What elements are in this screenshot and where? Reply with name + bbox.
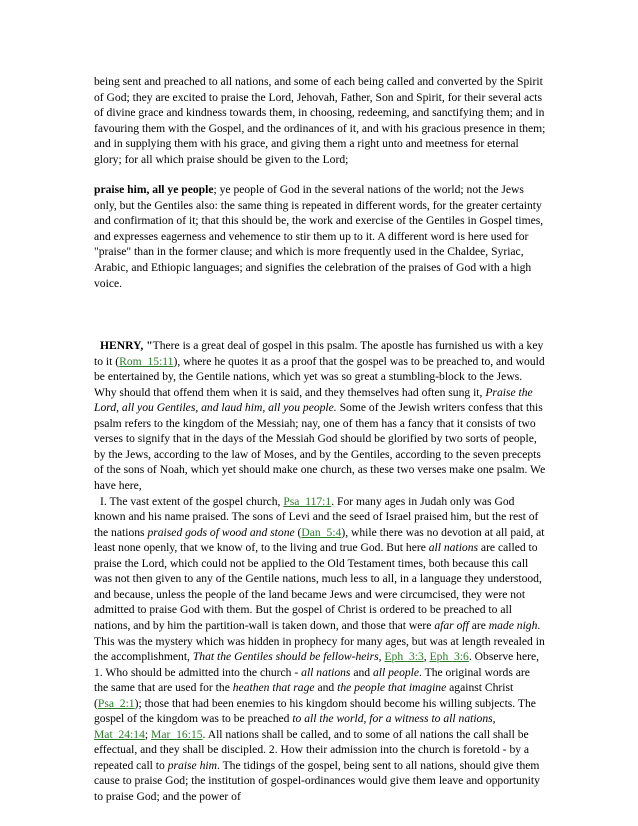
document-page [94,74,546,805]
scripture-link[interactable]: Eph_3:3 [384,650,424,664]
paragraph-praise-him: praise him, all ye people; ye people of God in the several nations of the world; not the Jews only, but the Gentiles also: the same thing is repeated in different words, for the greater certainty and confirmation of it; that this should be, the work and exercise of the Gentiles in Gospel times, and expresses eagerness and vehemence to stir them up to it. A different word is here used for "praise" than in the former clause; and which is more frequently used in the Chaldee, Syriac, Arabic, and Ethiopic languages; and signifies the celebration of the praises of God with a high voice. [94,183,544,290]
paragraph-henry: HENRY, "There is a great deal of gospel in this psalm. The apostle has furnished us with a key to it (Rom_15:11), where he quotes it as a proof that the gospel was to be preached to, and would be entertained by, the Gentile nations, which yet was so great a stumbling-block to the Jews. Why should that offend them when it is said, and they themselves had often sung it, Praise the Lord, all you Gentiles, and laud him, all you people. Some of the Jewish writers confess that this psalm refers to the kingdom of the Messiah; nay, one of them has a fancy that it consists of two verses to signify that in the days of the Messiah God should be glorified by two sorts of people, by the Jews, according to the law of Moses, and by the Gentiles, according to the seven precepts of the sons of Noah, which yet should make one church, as these two verses make one psalm. We have here, [94,339,546,493]
author-label: HENRY, " [100,339,153,353]
paragraph-vast-extent: I. The vast extent of the gospel church, Psa_117:1. For many ages in Judah only was God known and his name praised. The sons of Levi and the seed of Israel praised him, but the rest of the nations praised gods of wood and stone (Dan_5:4), while there was no devotion at all paid, at least none openly, that we know of, to the living and true God. But here all nations are called to praise the Lord, which could not be applied to the Old Testament times, both because this call was not then given to any of the Gentile nations, much less to all, in a language they understood, and because, unless the people of the land became Jews and were circumcised, they were not admitted to praise God with them. But the gospel of Christ is ordered to be preached to all nations, and by him the partition-wall is taken down, and those that were afar off are made nigh. This was the mystery which was hidden in prophecy for many ages, but was at length revealed in the accomplishment, That the Gentiles should be fellow-heirs, Eph_3:3, Eph_3:6. Observe here, 1. Who should be admitted into the church - all nations and all people. The original words are the same that are used for the heathen that rage and the people that imagine against Christ (Psa_2:1); those that had been enemies to his kingdom should become his willing subjects. The gospel of the kingdom was to be preached to all the world, for a witness to all nations, Mat_24:14; Mar_16:15. All nations shall be called, and to some of all nations the call shall be effectual, and they shall be discipled. 2. How their admission into the church is foretold - by a repeated call to praise him. The tidings of the gospel, being sent to all nations, should give them cause to praise God; the institution of gospel-ordinances would give them leave and opportunity to praise God; and the power of [94,494,545,803]
paragraph-gill-continuation: being sent and preached to all nations, and some of each being called and converted by the Spirit of God; they are excited to praise the Lord, Jehovah, Father, Son and Spirit, for their several acts of divine grace and kindness towards them, in choosing, redeeming, and sanctifying them; and in favouring them with the Gospel, and the ordinances of it, and with his gracious presence in them; and in supplying them with his grace, and giving them a right unto and meetness for eternal glory; for all which praise should be given to the Lord; [94,75,546,166]
scripture-link[interactable]: Psa_117:1 [283,494,332,508]
scripture-link[interactable]: Eph_3:6 [429,650,469,664]
scripture-link[interactable]: Rom_15:11 [119,354,174,368]
scripture-link[interactable]: Mar_16:15 [151,727,203,741]
scripture-link[interactable]: Psa_2:1 [97,696,135,710]
scripture-link[interactable]: Mat_24:14 [94,727,145,741]
scripture-link[interactable]: Dan_5:4 [301,525,342,539]
bold-phrase: praise him, all ye people [94,183,214,197]
